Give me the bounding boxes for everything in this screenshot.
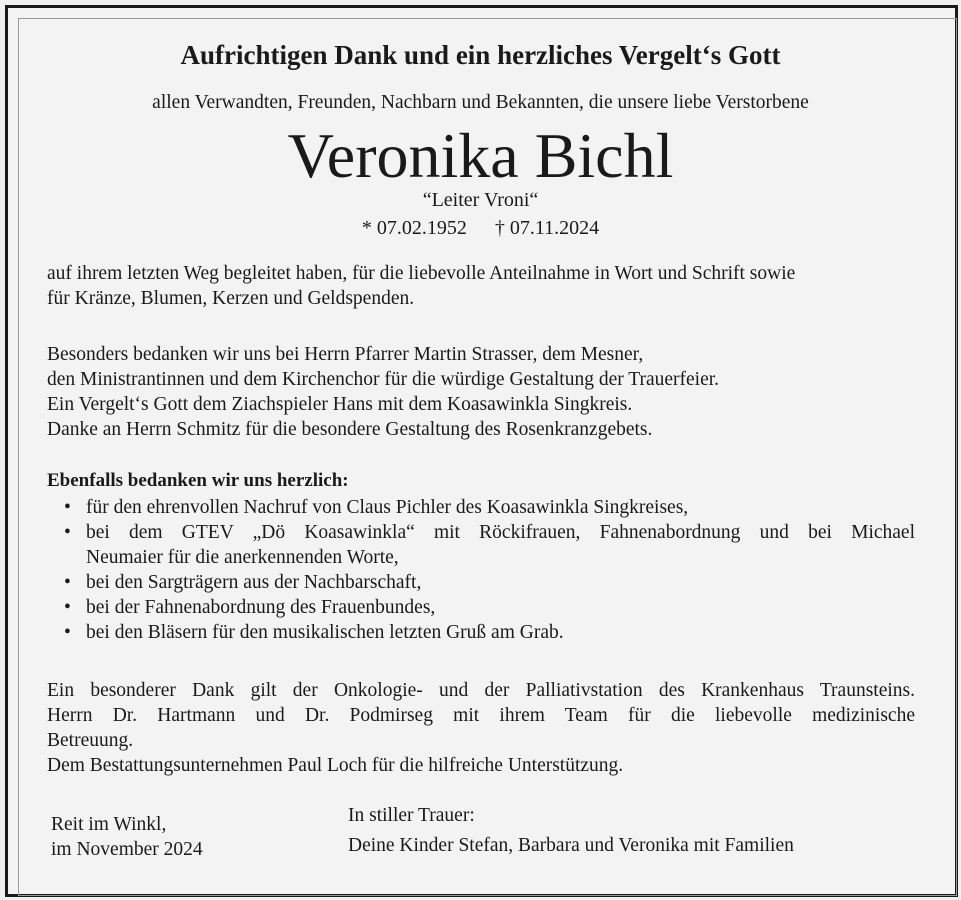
thanks-paragraph-2 bbox=[47, 342, 915, 442]
paragraph-line: Besonders bedanken wir uns bei Herrn Pfarrer Martin Strasser, dem Mesner, bbox=[47, 344, 644, 365]
deceased-name: Veronika Bichl bbox=[287, 120, 674, 191]
bullet-icon: • bbox=[64, 622, 71, 643]
bullet-icon: • bbox=[64, 497, 71, 518]
paragraph-line: Betreuung. bbox=[47, 730, 134, 751]
also-thanks-title: Ebenfalls bedanken wir uns herzlich: bbox=[47, 470, 349, 491]
list-item: • bei den Bläsern für den musikalischen letzten Gruß am Grab. bbox=[64, 622, 564, 643]
thanks-paragraph-3 bbox=[47, 678, 915, 778]
bullet-icon: • bbox=[64, 572, 71, 593]
signature-block bbox=[348, 801, 794, 861]
paragraph-line: Ein besonderer Dank gilt der Onkologie- und der Palliativstation des Krankenhaus Traunsteins. bbox=[47, 680, 915, 701]
death-date: † 07.11.2024 bbox=[494, 217, 600, 239]
place: Reit im Winkl, bbox=[51, 814, 167, 835]
paragraph-line: den Ministrantinnen und dem Kirchenchor für die würdige Gestaltung der Trauerfeier. bbox=[47, 369, 720, 390]
paragraph-line: Danke an Herrn Schmitz für die besondere Gestaltung des Rosenkranzgebets. bbox=[47, 419, 653, 440]
bullet-list bbox=[64, 495, 915, 645]
paragraph-line: Ein Vergelt‘s Gott dem Ziachspieler Hans mit dem Koasawinkla Singkreis. bbox=[47, 394, 633, 415]
paragraph-line: Dem Bestattungsunternehmen Paul Loch für die hilfreiche Unterstützung. bbox=[47, 755, 624, 776]
bullet-icon: • bbox=[64, 522, 71, 543]
nickname: “Leiter Vroni“ bbox=[422, 189, 539, 211]
list-item: • bei der Fahnenabordnung des Frauenbundes, bbox=[64, 597, 436, 618]
paragraph-line: für Kränze, Blumen, Kerzen und Geldspenden. bbox=[47, 288, 415, 309]
heading: Aufrichtigen Dank und ein herzliches Vergelt‘s Gott bbox=[180, 40, 781, 70]
list-item: • bei den Sargträgern aus der Nachbarschaft, bbox=[64, 572, 422, 593]
paragraph-line: auf ihrem letzten Weg begleitet haben, für die liebevolle Anteilnahme in Wort und Schrift sowie bbox=[47, 263, 796, 284]
family-signature: Deine Kinder Stefan, Barbara und Veronika mit Familien bbox=[348, 835, 794, 856]
thanks-paragraph-1 bbox=[47, 261, 915, 311]
list-item: • bei dem GTEV „Dö Koasawinkla“ mit Röckifrauen, Fahnenabordnung und bei Michael Neumaier für die anerkennenden Worte, bbox=[64, 522, 915, 568]
intro-line: allen Verwandten, Freunden, Nachbarn und Bekannten, die unsere liebe Verstorbene bbox=[152, 92, 809, 113]
birth-date: * 07.02.1952 bbox=[361, 217, 467, 239]
list-item: • für den ehrenvollen Nachruf von Claus Pichler des Koasawinkla Singkreises, bbox=[64, 497, 689, 518]
date: im November 2024 bbox=[51, 839, 203, 860]
bullet-icon: • bbox=[64, 597, 71, 618]
mourning-label: In stiller Trauer: bbox=[348, 805, 475, 826]
paragraph-line: Herrn Dr. Hartmann und Dr. Podmirseg mit ihrem Team für die liebevolle medizinische bbox=[47, 705, 915, 726]
life-dates bbox=[0, 217, 961, 240]
place-date bbox=[51, 812, 203, 862]
